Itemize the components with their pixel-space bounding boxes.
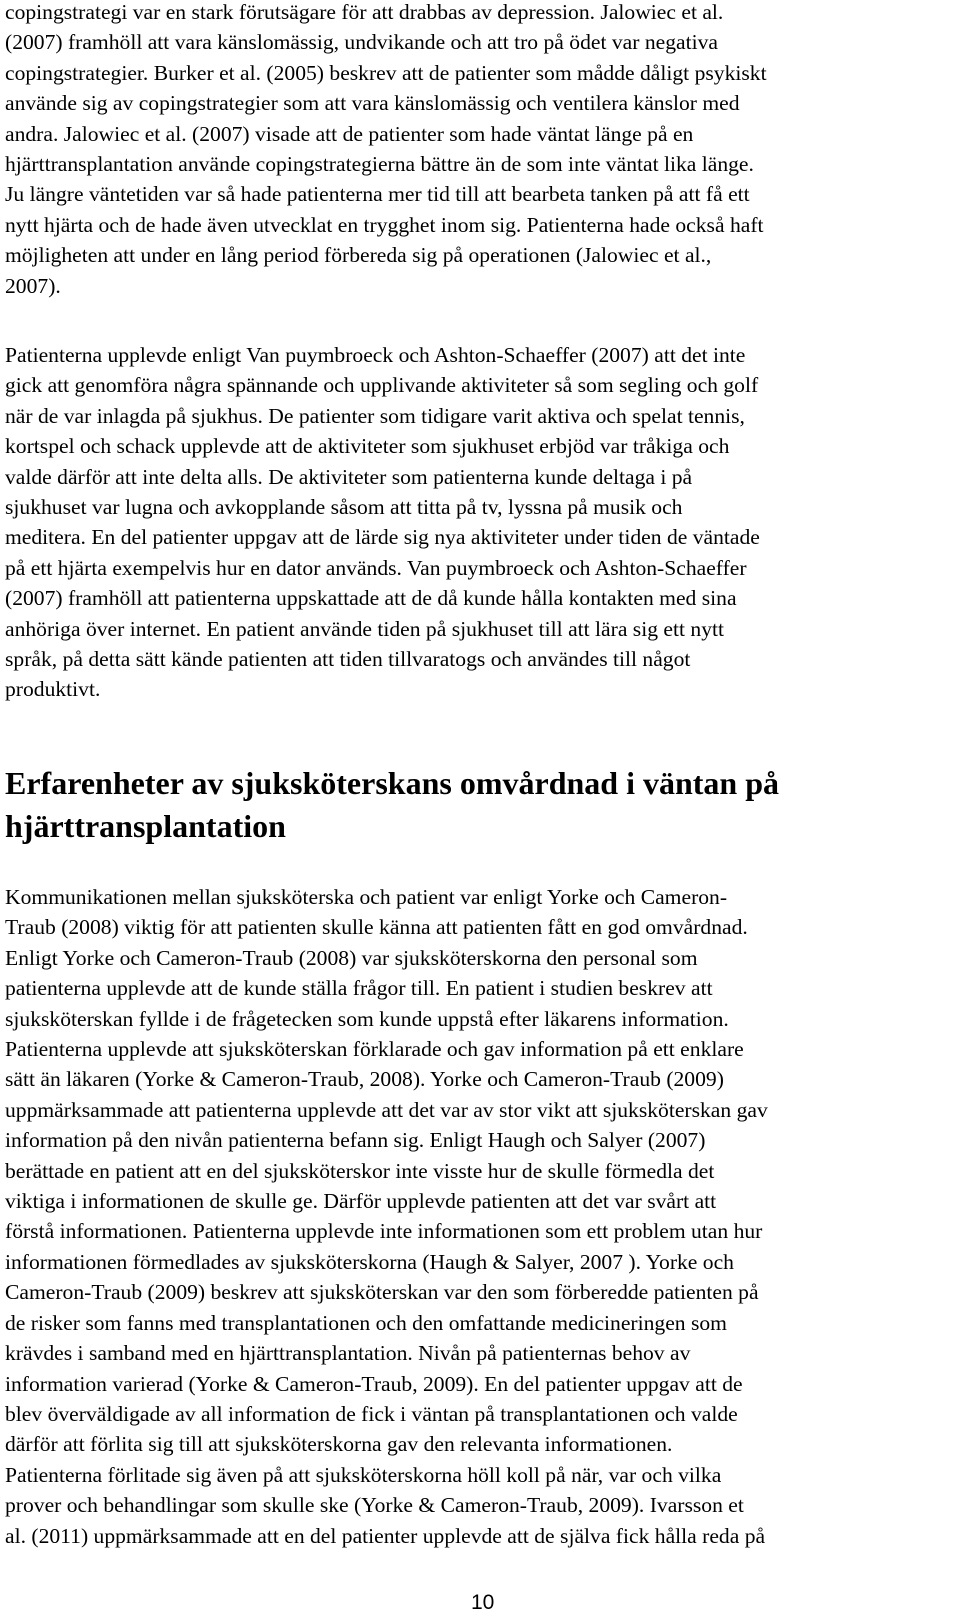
text-line: blev överväldigade av all information de fick i väntan på transplantationen och valde bbox=[5, 1401, 738, 1426]
text-line: anhöriga över internet. En patient använde tiden på sjukhuset till att lära sig ett nytt bbox=[5, 616, 724, 641]
text-line: andra. Jalowiec et al. (2007) visade att de patienter som hade väntat länge på en bbox=[5, 121, 694, 146]
section-heading bbox=[5, 762, 779, 848]
text-line: al. (2011) uppmärksammade att en del patienter upplevde att de själva fick hålla reda på bbox=[5, 1523, 766, 1548]
text-line: valde därför att inte delta alls. De aktiviteter som patienterna kunde deltaga i på bbox=[5, 464, 693, 489]
text-line: produktivt. bbox=[5, 677, 101, 702]
text-line: (2007) framhöll att vara känslomässig, undvikande och att tro på ödet var negativa bbox=[5, 30, 718, 55]
text-line: patienterna upplevde att de kunde ställa frågor till. En patient i studien beskrev att bbox=[5, 976, 713, 1001]
text-line: sjukhuset var lugna och avkopplande såsom att titta på tv, lyssna på musik och bbox=[5, 495, 683, 520]
text-line: Patienterna förlitade sig även på att sjuksköterskorna höll koll på när, var och vilka bbox=[5, 1462, 722, 1487]
text-line: kortspel och schack upplevde att de aktiviteter som sjukhuset erbjöd var tråkiga och bbox=[5, 434, 730, 459]
text-line: Kommunikationen mellan sjuksköterska och patient var enligt Yorke och Cameron- bbox=[5, 885, 728, 909]
text-line: (2007) framhöll att patienterna uppskattade att de då kunde hålla kontakten med sina bbox=[5, 586, 737, 611]
text-line: viktiga i informationen de skulle ge. Därför upplevde patienten att det var svårt att bbox=[5, 1189, 717, 1214]
text-line: Cameron-Traub (2009) beskrev att sjuksköterskan var den som förberedde patienten på bbox=[5, 1280, 759, 1305]
heading-line: Erfarenheter av sjuksköterskans omvårdnad i väntan på bbox=[5, 765, 780, 801]
text-line: Traub (2008) viktig för att patienten skulle känna att patienten fått en god omvårdnad. bbox=[5, 915, 748, 940]
text-line: Patienterna upplevde enligt Van puymbroeck och Ashton-Schaeffer (2007) att det inte bbox=[5, 343, 746, 367]
paragraph-coping bbox=[5, 0, 767, 301]
text-line: uppmärksammade att patienterna upplevde att det var av stor vikt att sjuksköterskan gav bbox=[5, 1097, 768, 1122]
text-line: använde sig av copingstrategier som att vara känslomässig och ventilera känslor med bbox=[5, 91, 740, 116]
text-line: krävdes i samband med en hjärttransplantation. Nivån på patienternas behov av bbox=[5, 1341, 691, 1366]
text-line: Enligt Yorke och Cameron-Traub (2008) var sjuksköterskorna den personal som bbox=[5, 945, 698, 970]
text-line: på ett hjärta exempelvis hur en dator används. Van puymbroeck och Ashton-Schaeffer bbox=[5, 555, 747, 580]
text-line: gick att genomföra några spännande och upplivande aktiviteter så som segling och golf bbox=[5, 373, 759, 398]
text-line: 2007). bbox=[5, 273, 61, 298]
text-line: nytt hjärta och de hade även utvecklat en trygghet inom sig. Patienterna hade också haft bbox=[5, 212, 764, 237]
text-line: copingstrategi var en stark förutsägare för att drabbas av depression. Jalowiec et al. bbox=[5, 0, 724, 24]
text-line: information på den nivån patienterna befann sig. Enligt Haugh och Salyer (2007) bbox=[5, 1128, 706, 1153]
text-line: prover och behandlingar som skulle ske (Yorke & Cameron-Traub, 2009). Ivarsson et bbox=[5, 1493, 744, 1518]
text-line: berättade en patient att en del sjuksköterskor inte visste hur de skulle förmedla det bbox=[5, 1158, 715, 1183]
heading-line: hjärttransplantation bbox=[5, 808, 286, 844]
text-line: informationen förmedlades av sjuksköterskorna (Haugh & Salyer, 2007 ). Yorke och bbox=[5, 1249, 734, 1274]
text-line: Ju längre väntetiden var så hade patienterna mer tid till att bearbeta tanken på att få ett bbox=[5, 182, 750, 207]
paragraph-communication bbox=[5, 882, 768, 1551]
text-line: sjuksköterskan fyllde i de frågetecken som kunde uppstå efter läkarens information. bbox=[5, 1006, 729, 1031]
text-line: möjligheten att under en lång period förbereda sig på operationen (Jalowiec et al., bbox=[5, 243, 712, 268]
text-line: copingstrategier. Burker et al. (2005) beskrev att de patienter som mådde dåligt psykiskt bbox=[5, 60, 767, 85]
text-line: information varierad (Yorke & Cameron-Traub, 2009). En del patienter uppgav att de bbox=[5, 1371, 743, 1396]
page-number: 10 bbox=[471, 1591, 495, 1614]
text-line: Patienterna upplevde att sjuksköterskan förklarade och gav information på ett enklare bbox=[5, 1037, 744, 1062]
text-line: språk, på detta sätt kände patienten att tiden tillvaratogs och användes till något bbox=[5, 647, 691, 672]
text-line: sätt än läkaren (Yorke & Cameron-Traub, 2008). Yorke och Cameron-Traub (2009) bbox=[5, 1067, 724, 1092]
text-line: hjärttransplantation använde copingstrategierna bättre än de som inte väntat lika länge. bbox=[5, 152, 754, 177]
text-line: när de var inlagda på sjukhus. De patienter som tidigare varit aktiva och spelat tennis, bbox=[5, 403, 745, 428]
paragraph-activities bbox=[5, 340, 760, 705]
text-line: därför att förlita sig till att sjuksköterskorna gav den relevanta informationen. bbox=[5, 1432, 673, 1457]
text-line: förstå informationen. Patienterna upplevde inte informationen som ett problem utan hur bbox=[5, 1219, 763, 1244]
text-line: meditera. En del patienter uppgav att de lärde sig nya aktiviteter under tiden de väntade bbox=[5, 525, 760, 550]
text-line: de risker som fanns med transplantationen och den omfattande medicineringen som bbox=[5, 1310, 727, 1335]
